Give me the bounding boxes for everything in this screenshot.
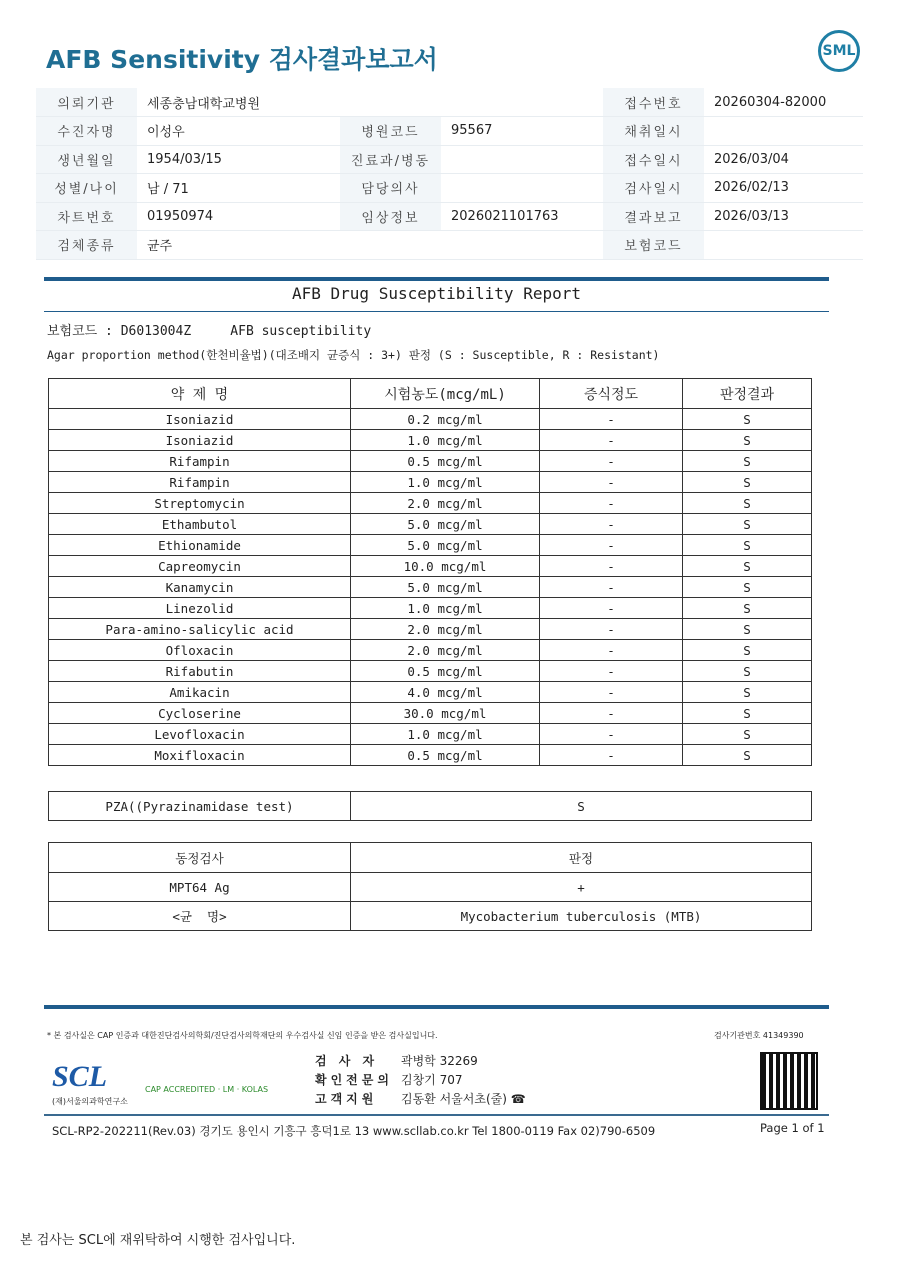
- concentration: 0.5 mcg/ml: [351, 661, 540, 682]
- drug-row: [49, 724, 812, 745]
- concentration: 1.0 mcg/ml: [351, 724, 540, 745]
- staff-name: 김창기 707: [401, 1073, 463, 1087]
- drug-row: [49, 577, 812, 598]
- growth: -: [540, 472, 683, 493]
- result: S: [683, 661, 812, 682]
- info-label: 임상정보: [340, 202, 441, 231]
- divider: [44, 1005, 829, 1009]
- result: S: [683, 493, 812, 514]
- pza-table: [48, 791, 812, 821]
- result: S: [683, 724, 812, 745]
- drug-name: Capreomycin: [49, 556, 351, 577]
- drug-name: Linezolid: [49, 598, 351, 619]
- staff-name: 곽병학 32269: [401, 1054, 478, 1068]
- info-value: 2026/02/13: [704, 174, 863, 203]
- pza-label: PZA((Pyrazinamidase test): [49, 792, 351, 821]
- info-value: 세종충남대학교병원: [137, 88, 603, 117]
- drug-name: Rifabutin: [49, 661, 351, 682]
- result: S: [683, 598, 812, 619]
- accreditation-note: * 본 검사실은 CAP 인증과 대한진단검사의학회/진단검사의학재단의 우수검사실 신임 인증을 받은 검사실입니다.: [47, 1031, 438, 1040]
- patient-info-table: [36, 88, 863, 260]
- referral-note: 본 검사는 SCL에 재위탁하여 시행한 검사입니다.: [20, 1233, 296, 1248]
- info-label: 차트번호: [36, 202, 137, 231]
- drug-name: Levofloxacin: [49, 724, 351, 745]
- info-label: 검사일시: [603, 174, 704, 203]
- drug-row: [49, 535, 812, 556]
- license-number: 검사기관번호 41349390: [714, 1031, 804, 1040]
- info-label: 채취일시: [603, 117, 704, 146]
- drug-name: Rifampin: [49, 472, 351, 493]
- growth: -: [540, 703, 683, 724]
- drug-name: Streptomycin: [49, 493, 351, 514]
- scl-logo: SCL: [52, 1060, 108, 1093]
- concentration: 5.0 mcg/ml: [351, 514, 540, 535]
- divider: [44, 1114, 829, 1116]
- ident-result: +: [351, 873, 812, 902]
- info-row: [36, 231, 863, 260]
- drug-row: [49, 514, 812, 535]
- info-value: [441, 145, 603, 174]
- sml-logo: SML: [818, 30, 860, 72]
- insurance-line: 보험코드 : D6013004Z AFB susceptibility: [47, 324, 372, 339]
- certification-logos: CAP ACCREDITED · LM · KOLAS: [145, 1085, 269, 1094]
- info-value: 균주: [137, 231, 340, 260]
- result: S: [683, 409, 812, 430]
- info-label: 의뢰기관: [36, 88, 137, 117]
- drug-name: Ethambutol: [49, 514, 351, 535]
- concentration: 2.0 mcg/ml: [351, 640, 540, 661]
- concentration: 5.0 mcg/ml: [351, 535, 540, 556]
- lab-address: SCL-RP2-202211(Rev.03) 경기도 용인시 기흥구 흥덕1로 13 www.scllab.co.kr Tel 1800-0119 Fax 02)790-6509: [52, 1124, 656, 1138]
- staff-role: 고객지원: [315, 1092, 378, 1106]
- drug-name: Kanamycin: [49, 577, 351, 598]
- staff-role: 검 사 자: [315, 1054, 379, 1068]
- concentration: 0.5 mcg/ml: [351, 451, 540, 472]
- growth: -: [540, 724, 683, 745]
- info-label: 생년월일: [36, 145, 137, 174]
- growth: -: [540, 556, 683, 577]
- info-value: 01950974: [137, 202, 340, 231]
- drug-name: Amikacin: [49, 682, 351, 703]
- info-value: 20260304-82000: [704, 88, 863, 117]
- growth: -: [540, 514, 683, 535]
- growth: -: [540, 409, 683, 430]
- growth: -: [540, 661, 683, 682]
- growth: -: [540, 682, 683, 703]
- concentration: 2.0 mcg/ml: [351, 619, 540, 640]
- drug-row: [49, 493, 812, 514]
- info-label: 검체종류: [36, 231, 137, 260]
- pza-value: S: [351, 792, 812, 821]
- drug-row: [49, 745, 812, 766]
- growth: -: [540, 430, 683, 451]
- divider: [44, 311, 829, 312]
- info-value: 2026021101763: [441, 202, 603, 231]
- drug-row: [49, 598, 812, 619]
- staff-info: [315, 1052, 526, 1109]
- drug-row: [49, 409, 812, 430]
- info-value: 2026/03/13: [704, 202, 863, 231]
- info-row: [36, 145, 863, 174]
- drug-name: Ofloxacin: [49, 640, 351, 661]
- col-header: 판정: [351, 843, 812, 873]
- concentration: 5.0 mcg/ml: [351, 577, 540, 598]
- identification-table: [48, 842, 812, 931]
- info-row: [36, 174, 863, 203]
- concentration: 0.2 mcg/ml: [351, 409, 540, 430]
- drug-row: [49, 430, 812, 451]
- result: S: [683, 640, 812, 661]
- result: S: [683, 472, 812, 493]
- info-label: 수진자명: [36, 117, 137, 146]
- info-value: 남 / 71: [137, 174, 340, 203]
- info-row: [36, 88, 863, 117]
- report-title: AFB Sensitivity 검사결과보고서: [46, 45, 438, 74]
- divider: [44, 277, 829, 281]
- result: S: [683, 556, 812, 577]
- col-header: 동정검사: [49, 843, 351, 873]
- info-label: 접수번호: [603, 88, 704, 117]
- result: S: [683, 577, 812, 598]
- info-label: 결과보고: [603, 202, 704, 231]
- drug-row: [49, 682, 812, 703]
- drug-row: [49, 640, 812, 661]
- info-value: 95567: [441, 117, 603, 146]
- drug-row: [49, 556, 812, 577]
- info-label: 성별/나이: [36, 174, 137, 203]
- report-subtitle: AFB Drug Susceptibility Report: [292, 284, 581, 303]
- drug-row: [49, 661, 812, 682]
- col-header: 약 제 명: [49, 379, 351, 409]
- growth: -: [540, 598, 683, 619]
- growth: -: [540, 451, 683, 472]
- info-value: [441, 174, 603, 203]
- growth: -: [540, 493, 683, 514]
- growth: -: [540, 640, 683, 661]
- concentration: 4.0 mcg/ml: [351, 682, 540, 703]
- info-label: 접수일시: [603, 145, 704, 174]
- result: S: [683, 703, 812, 724]
- drug-name: Cycloserine: [49, 703, 351, 724]
- result: S: [683, 535, 812, 556]
- staff-role: 확인전문의: [315, 1073, 393, 1087]
- drug-name: Isoniazid: [49, 409, 351, 430]
- drug-name: Para-amino-salicylic acid: [49, 619, 351, 640]
- staff-name: 김동환 서울서초(줄) ☎: [401, 1092, 526, 1106]
- ident-test: <균 명>: [49, 902, 351, 931]
- info-value: 이성우: [137, 117, 340, 146]
- concentration: 1.0 mcg/ml: [351, 598, 540, 619]
- info-row: [36, 117, 863, 146]
- concentration: 1.0 mcg/ml: [351, 430, 540, 451]
- drug-row: [49, 451, 812, 472]
- method-line: Agar proportion method(한천비율법)(대조배지 균증식 : 3+) 판정 (S : Susceptible, R : Resistant): [47, 348, 660, 362]
- col-header: 판정결과: [683, 379, 812, 409]
- growth: -: [540, 535, 683, 556]
- concentration: 2.0 mcg/ml: [351, 493, 540, 514]
- info-label: 병원코드: [340, 117, 441, 146]
- col-header: 시험농도(mcg/mL): [351, 379, 540, 409]
- growth: -: [540, 619, 683, 640]
- info-label: [340, 231, 441, 260]
- info-label: 보험코드: [603, 231, 704, 260]
- drug-row: [49, 619, 812, 640]
- drug-row: [49, 472, 812, 493]
- scl-name: (재)서울의과학연구소: [52, 1097, 128, 1106]
- drug-row: [49, 703, 812, 724]
- ident-test: MPT64 Ag: [49, 873, 351, 902]
- result: S: [683, 451, 812, 472]
- result: S: [683, 745, 812, 766]
- drug-name: Rifampin: [49, 451, 351, 472]
- result: S: [683, 430, 812, 451]
- growth: -: [540, 577, 683, 598]
- drug-name: Moxifloxacin: [49, 745, 351, 766]
- result: S: [683, 514, 812, 535]
- info-value: 1954/03/15: [137, 145, 340, 174]
- growth: -: [540, 745, 683, 766]
- concentration: 1.0 mcg/ml: [351, 472, 540, 493]
- ident-result: Mycobacterium tuberculosis (MTB): [351, 902, 812, 931]
- info-value: [441, 231, 603, 260]
- drug-name: Isoniazid: [49, 430, 351, 451]
- qr-code: [762, 1054, 816, 1108]
- result: S: [683, 619, 812, 640]
- concentration: 0.5 mcg/ml: [351, 745, 540, 766]
- page-number: Page 1 of 1: [760, 1121, 825, 1135]
- drug-name: Ethionamide: [49, 535, 351, 556]
- col-header: 증식정도: [540, 379, 683, 409]
- drug-susceptibility-table: [48, 378, 812, 766]
- info-value: 2026/03/04: [704, 145, 863, 174]
- info-row: [36, 202, 863, 231]
- concentration: 30.0 mcg/ml: [351, 703, 540, 724]
- info-value: [704, 117, 863, 146]
- info-label: 담당의사: [340, 174, 441, 203]
- info-label: 진료과/병동: [340, 145, 441, 174]
- info-value: [704, 231, 863, 260]
- concentration: 10.0 mcg/ml: [351, 556, 540, 577]
- result: S: [683, 682, 812, 703]
